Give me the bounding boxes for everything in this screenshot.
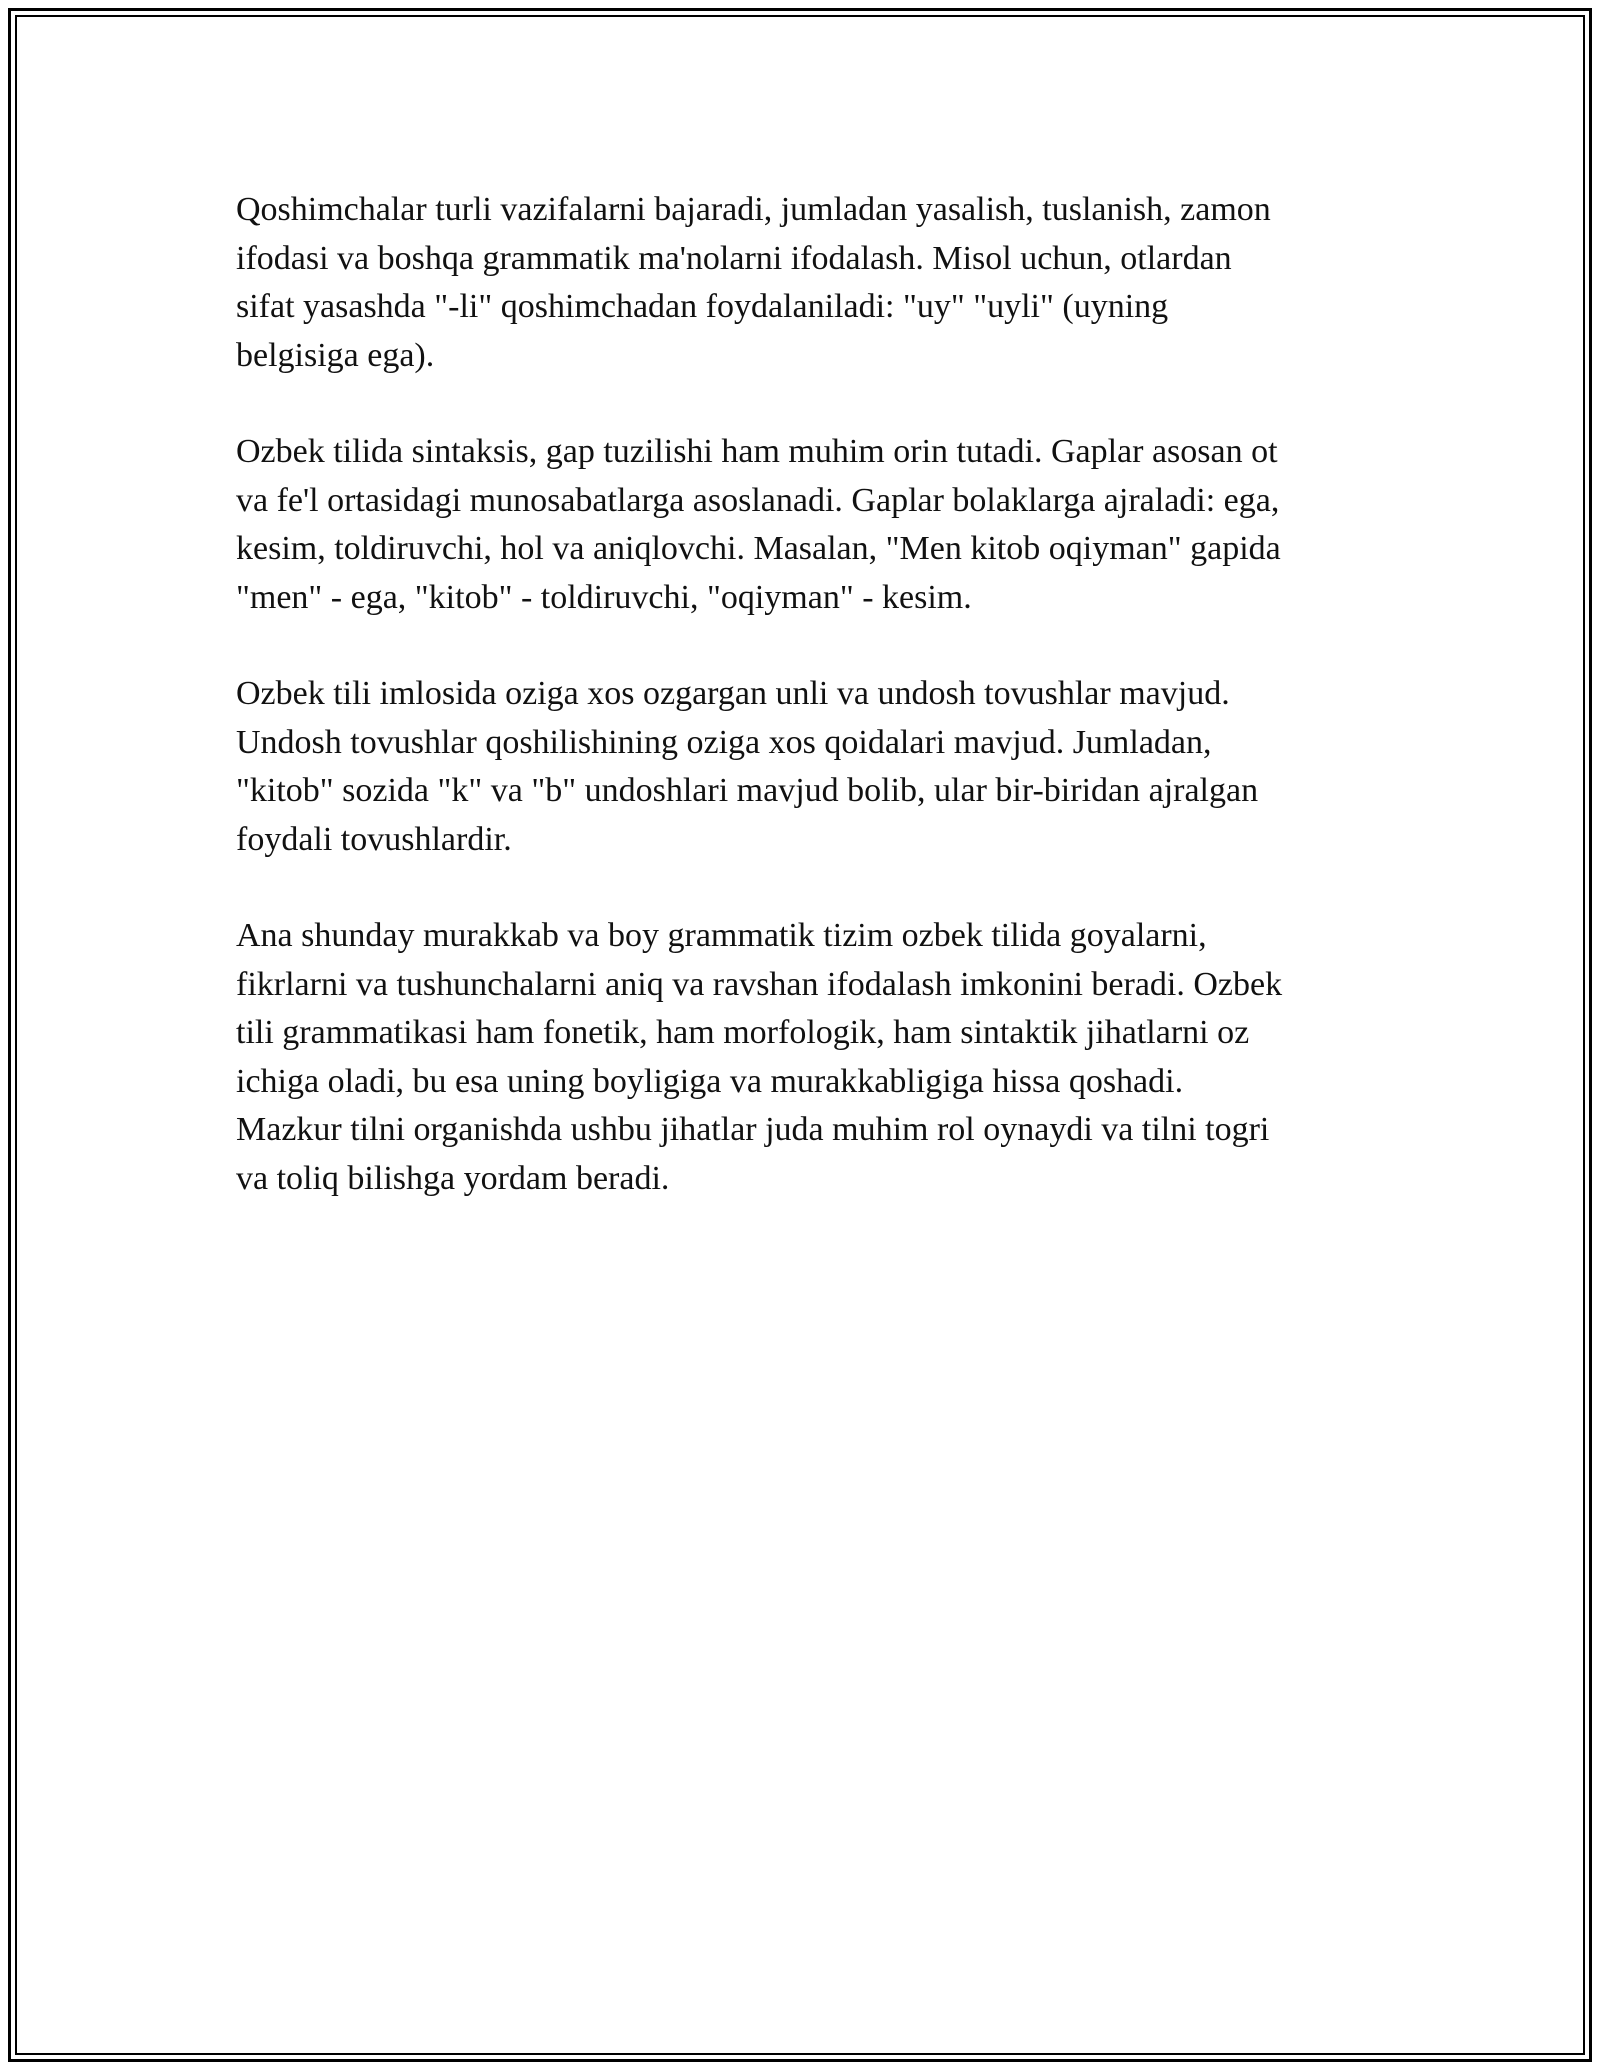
paragraph-orthography: Ozbek tili imlosida oziga xos ozgargan unli va undosh tovushlar mavjud. Undosh tovushlar qoshilishining oziga xos qoidalari mavjud. Jumladan, "kitob" sozida "k" va "b" undoshlari mavjud bolib, ular bir-biridan ajralgan foydali tovushlardir.: [236, 675, 1259, 858]
paragraph-suffixes: Qoshimchalar turli vazifalarni bajaradi, jumladan yasalish, tuslanish, zamon ifodasi va boshqa grammatik ma'nolarni ifodalash. Misol uchun, otlardan sifat yasashda "-li" qoshimchadan foydalaniladi: "uy" "uyli" (uyning belgisiga ega).: [236, 191, 1271, 374]
document-body: [236, 186, 1396, 1251]
paragraph-syntax: Ozbek tilida sintaksis, gap tuzilishi ham muhim orin tutadi. Gaplar asosan ot va fe'l ortasidagi munosabatlarga asoslanadi. Gaplar bolaklarga ajraladi: ega, kesim, toldiruvchi, hol va aniqlovchi. Masalan, "Men kitob oqiyman" gapida "men" - ega, "kitob" - toldiruvchi, "oqiyman" - kesim.: [236, 433, 1281, 616]
paragraph-conclusion: Ana shunday murakkab va boy grammatik tizim ozbek tilida goyalarni, fikrlarni va tushunchalarni aniq va ravshan ifodalash imkonini beradi. Ozbek tili grammatikasi ham fonetik, ham morfologik, ham sintaktik jihatlarni oz ichiga oladi, bu esa uning boyligiga va murakkabligiga hissa qoshadi. Mazkur tilni organishda ushbu jihatlar juda muhim rol oynaydi va tilni togri va toliq bilishga yordam beradi.: [236, 917, 1283, 1197]
